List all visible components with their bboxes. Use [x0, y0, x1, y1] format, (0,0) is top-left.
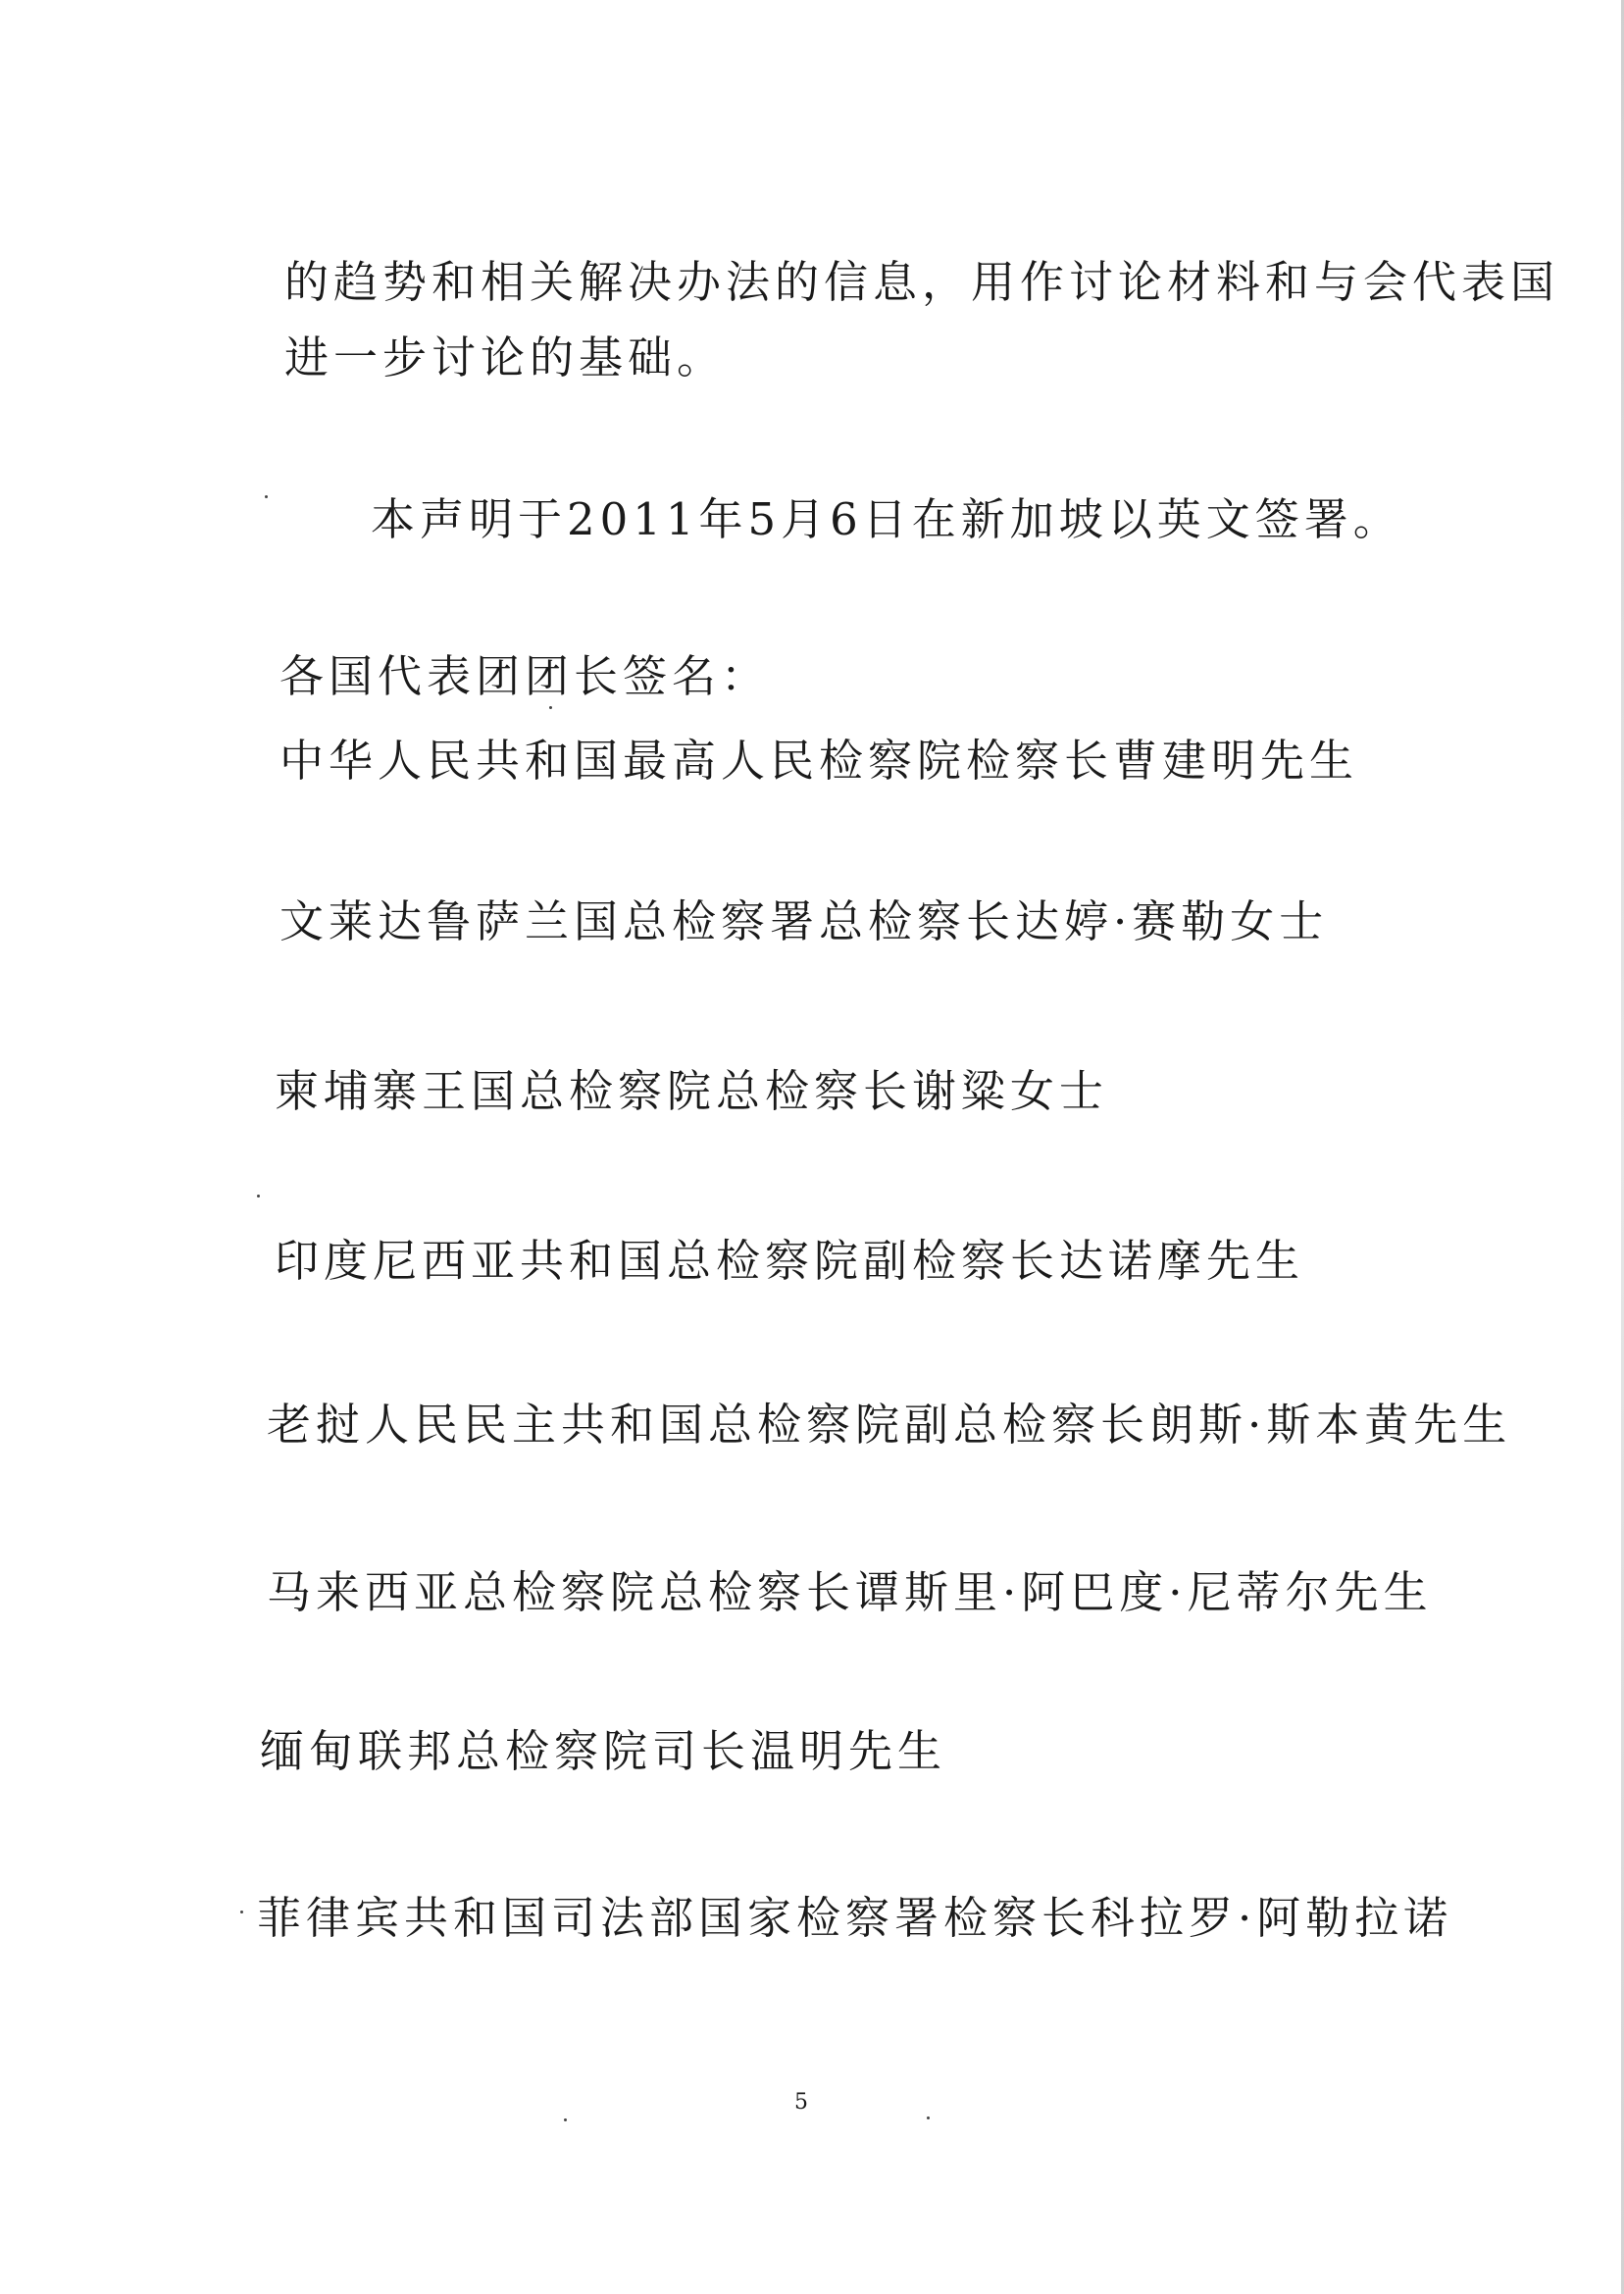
- paragraph-line-1: 的趋势和相关解决办法的信息，用作讨论材料和与会代表国: [284, 256, 1560, 308]
- signatory-myanmar: 缅甸联邦总检察院司长温明先生: [260, 1725, 947, 1777]
- scan-speck: [549, 706, 552, 709]
- scan-speck: [927, 2116, 930, 2119]
- paragraph-line-2: 进一步讨论的基础。: [284, 331, 727, 383]
- signatory-philippines: 菲律宾共和国司法部国家检察署检察长科拉罗·阿勒拉诺: [257, 1892, 1453, 1944]
- scan-speck: [257, 1195, 260, 1198]
- signing-statement: 本声明于2011年5月6日在新加坡以英文签署。: [371, 493, 1402, 545]
- signatory-malaysia: 马来西亚总检察院总检察长谭斯里·阿巴度·尼蒂尔先生: [267, 1566, 1433, 1618]
- scan-speck: [265, 495, 268, 498]
- signatory-laos: 老挝人民民主共和国总检察院副总检察长朗斯·斯本黄先生: [267, 1399, 1512, 1451]
- signatory-indonesia: 印度尼西亚共和国总检察院副检察长达诺摩先生: [275, 1235, 1305, 1287]
- signatory-cambodia: 柬埔寨王国总检察院总检察长谢粱女士: [275, 1065, 1109, 1117]
- signatory-brunei: 文莱达鲁萨兰国总检察署总检察长达婷·赛勒女士: [279, 895, 1329, 947]
- signatory-china: 中华人民共和国最高人民检察院检察长曹建明先生: [279, 735, 1359, 787]
- scan-speck: [564, 2118, 567, 2121]
- page-number: 5: [794, 2090, 808, 2115]
- scan-speck: [240, 1911, 243, 1913]
- signatures-heading: 各国代表团团长签名：: [279, 650, 771, 702]
